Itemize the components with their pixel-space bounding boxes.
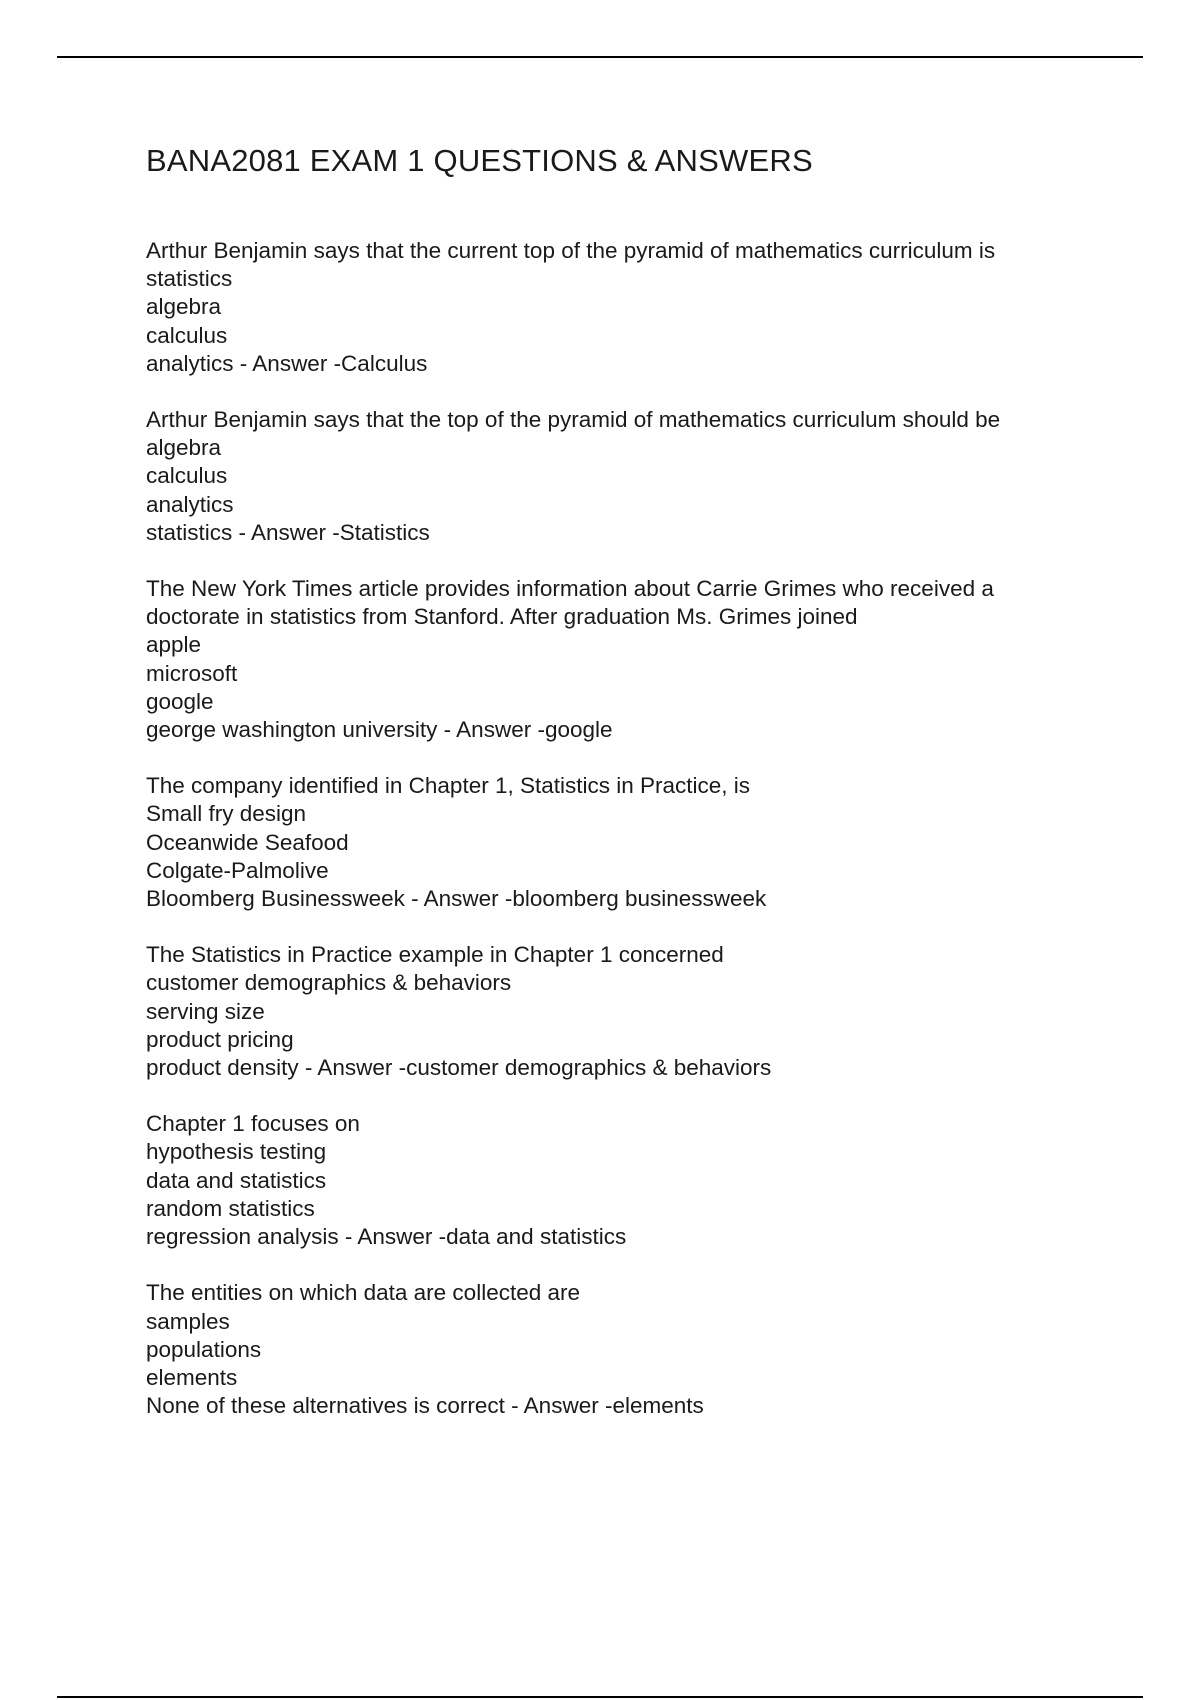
answer-option: Oceanwide Seafood	[146, 829, 349, 855]
answer-option-with-answer: Bloomberg Businessweek - Answer -bloomberg businessweek	[146, 886, 767, 912]
answer-option: algebra	[146, 435, 222, 461]
answer-option: samples	[146, 1308, 230, 1334]
question-text: doctorate in statistics from Stanford. After graduation Ms. Grimes joined	[146, 604, 858, 630]
question-text: The company identified in Chapter 1, Statistics in Practice, is	[146, 773, 751, 799]
question-text: The New York Times article provides information about Carrie Grimes who received a	[146, 576, 994, 602]
answer-option: statistics	[146, 266, 233, 292]
top-rule	[57, 56, 1143, 58]
qa-item	[146, 237, 1096, 378]
answer-option-with-answer: regression analysis - Answer -data and statistics	[146, 1224, 627, 1250]
question-text: Arthur Benjamin says that the current top of the pyramid of mathematics curriculum is	[146, 238, 996, 263]
qa-item	[146, 772, 1096, 913]
answer-option: elements	[146, 1364, 238, 1390]
qa-list	[146, 237, 1096, 1448]
answer-option: random statistics	[146, 1195, 315, 1221]
qa-item	[146, 406, 1096, 547]
qa-item	[146, 941, 1096, 1082]
answer-option-with-answer: analytics - Answer -Calculus	[146, 350, 428, 376]
answer-option-with-answer: None of these alternatives is correct - Answer -elements	[146, 1393, 704, 1419]
answer-option: serving size	[146, 998, 265, 1024]
answer-option: apple	[146, 632, 202, 658]
question-text: Chapter 1 focuses on	[146, 1111, 360, 1137]
qa-item	[146, 575, 1096, 744]
answer-option: algebra	[146, 294, 222, 320]
answer-option: hypothesis testing	[146, 1139, 327, 1165]
answer-option: data and statistics	[146, 1167, 327, 1193]
answer-option: Colgate-Palmolive	[146, 857, 329, 883]
question-text: The entities on which data are collected are	[146, 1280, 581, 1306]
answer-option: analytics	[146, 491, 234, 517]
qa-item	[146, 1279, 1096, 1420]
qa-item	[146, 1110, 1096, 1251]
answer-option: microsoft	[146, 660, 238, 686]
answer-option-with-answer: george washington university - Answer -google	[146, 717, 613, 743]
answer-option: Small fry design	[146, 801, 307, 827]
answer-option: product pricing	[146, 1026, 294, 1052]
answer-option: calculus	[146, 322, 228, 348]
answer-option-with-answer: product density - Answer -customer demographics & behaviors	[146, 1055, 772, 1081]
answer-option-with-answer: statistics - Answer -Statistics	[146, 519, 430, 545]
question-text: The Statistics in Practice example in Chapter 1 concerned	[146, 942, 724, 968]
document-title: BANA2081 EXAM 1 QUESTIONS & ANSWERS	[146, 143, 813, 178]
question-text: Arthur Benjamin says that the top of the pyramid of mathematics curriculum should be	[146, 407, 1001, 433]
answer-option: populations	[146, 1336, 262, 1362]
answer-option: google	[146, 688, 214, 714]
bottom-rule	[57, 1696, 1143, 1698]
answer-option: calculus	[146, 463, 228, 489]
answer-option: customer demographics & behaviors	[146, 970, 512, 996]
